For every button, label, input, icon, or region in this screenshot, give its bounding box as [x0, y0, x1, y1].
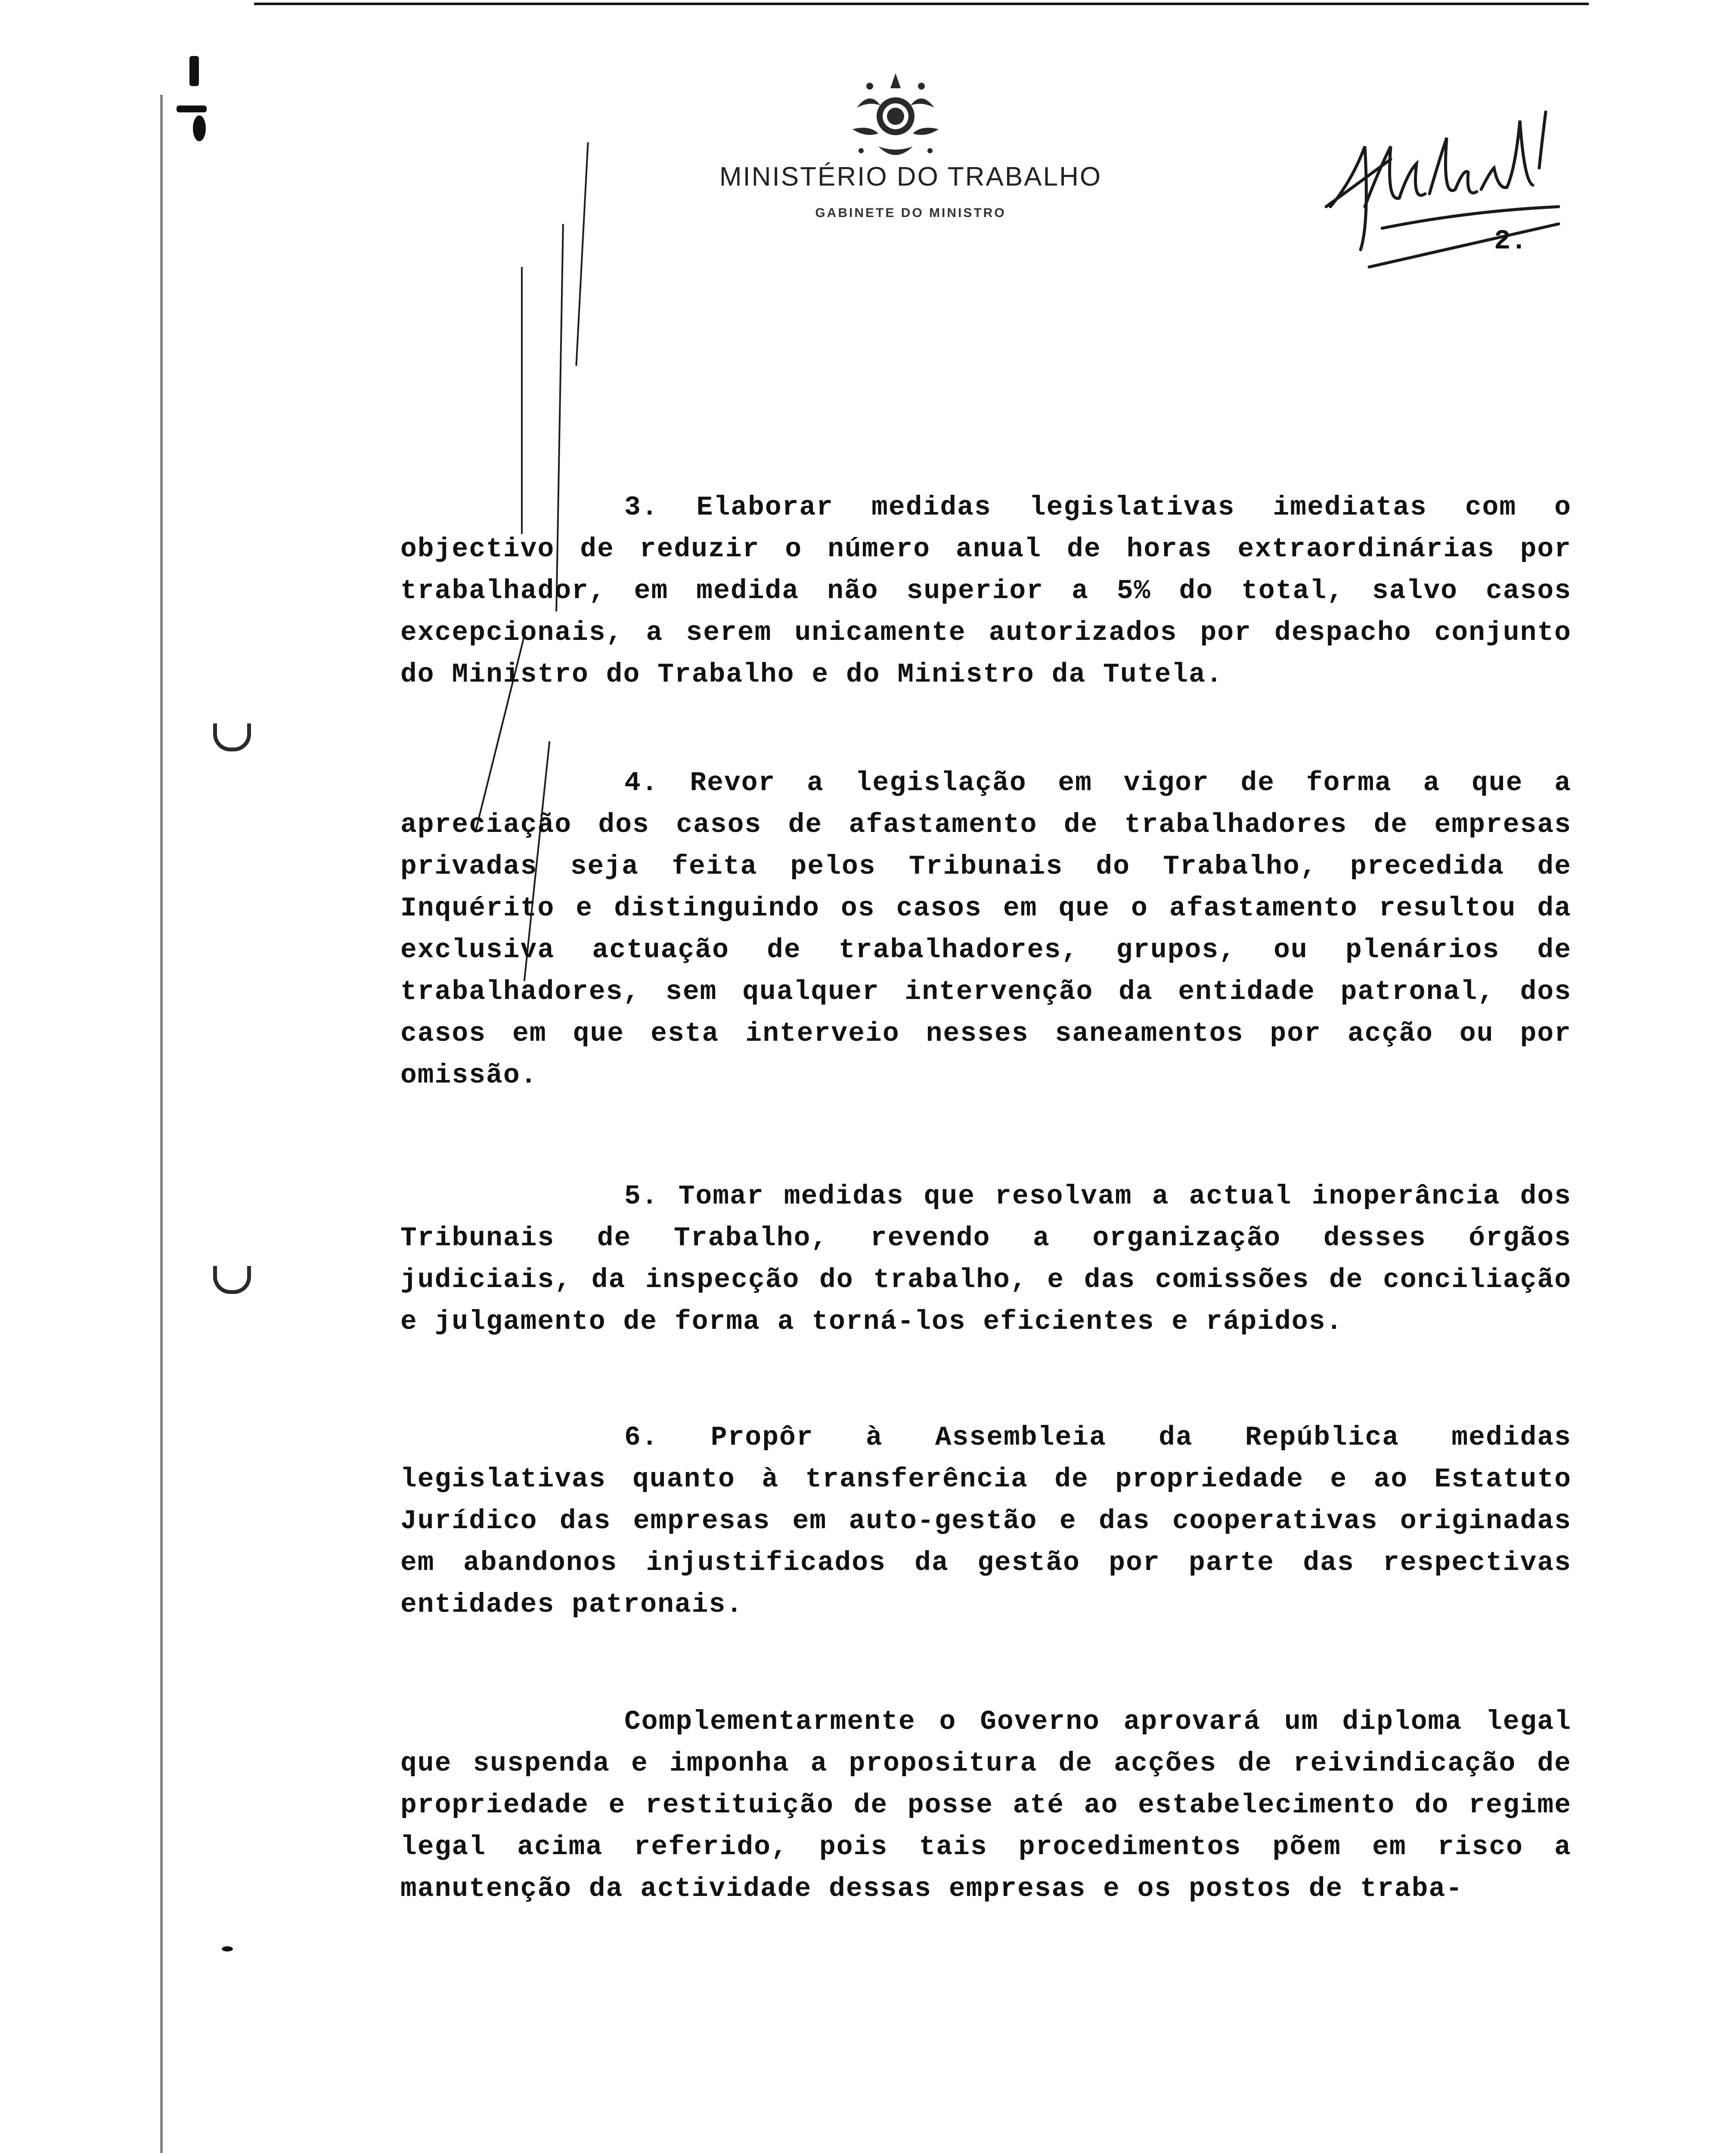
cabinet-subheading: GABINETE DO MINISTRO: [815, 206, 1006, 220]
scan-mark: [222, 1946, 233, 1951]
punch-hole-mark: [213, 1266, 251, 1294]
paragraph-complementary: Complementarmente o Governo aprovará um diploma legal que suspenda e imponha a propositura de acções de reivindicação de propriedade e restituição de posse até ao estabelecimento do regime legal acima referido, pois tais procedimentos põem em risco a manutenção da actividade dessas empresas e os postos de traba-: [400, 1706, 1572, 1904]
coat-of-arms-icon: [840, 65, 952, 164]
paragraph-4: 4. Revor a legislação em vigor de forma a que a apreciação dos casos de afastamento de trabalhadores de empresas privadas seja feita pelos Tribunais do Trabalho, precedida de Inquérito e distinguindo os casos em que o afastamento resultou da exclusiva actuação de trabalhadores, grupos, ou plenários de trabalhadores, sem qualquer intervenção da entidade patronal, dos casos em que esta interveio nesses saneamentos por acção ou por omissão.: [400, 768, 1572, 1091]
paragraph-3: 3. Elaborar medidas legislativas imediatas com o objectivo de reduzir o número anual de horas extraordinárias por trabalhador, em medida não superior a 5% do total, salvo casos excepcionais, a serem unicamente autorizados por despacho conjunto do Ministro do Trabalho e do Ministro da Tutela.: [400, 492, 1572, 690]
top-border-line: [254, 3, 1589, 5]
paragraph-5: 5. Tomar medidas que resolvam a actual inoperância dos Tribunais de Trabalho, revendo a organização desses órgãos judiciais, da inspecção do trabalho, e das comissões de conciliação e julgamento de forma a torná-los eficientes e rápidos.: [400, 1181, 1572, 1337]
scan-mark: [189, 56, 199, 86]
scan-mark: [177, 105, 207, 112]
page-number: 2.: [1494, 226, 1527, 257]
pen-stroke: [575, 142, 589, 366]
ministry-heading: MINISTÉRIO DO TRABALHO: [719, 162, 1102, 192]
paragraph-6: 6. Propôr à Assembleia da República medidas legislativas quanto à transferência de propriedade e ao Estatuto Jurídico das empresas em auto-gestão e das cooperativas originadas em abandonos injustificados da gestão por parte das respectivas entidades patronais.: [400, 1422, 1572, 1620]
left-margin-rule: [160, 95, 163, 2153]
scan-mark: [193, 115, 206, 141]
punch-hole-mark: [213, 723, 251, 751]
handwritten-signature: [1318, 95, 1576, 276]
